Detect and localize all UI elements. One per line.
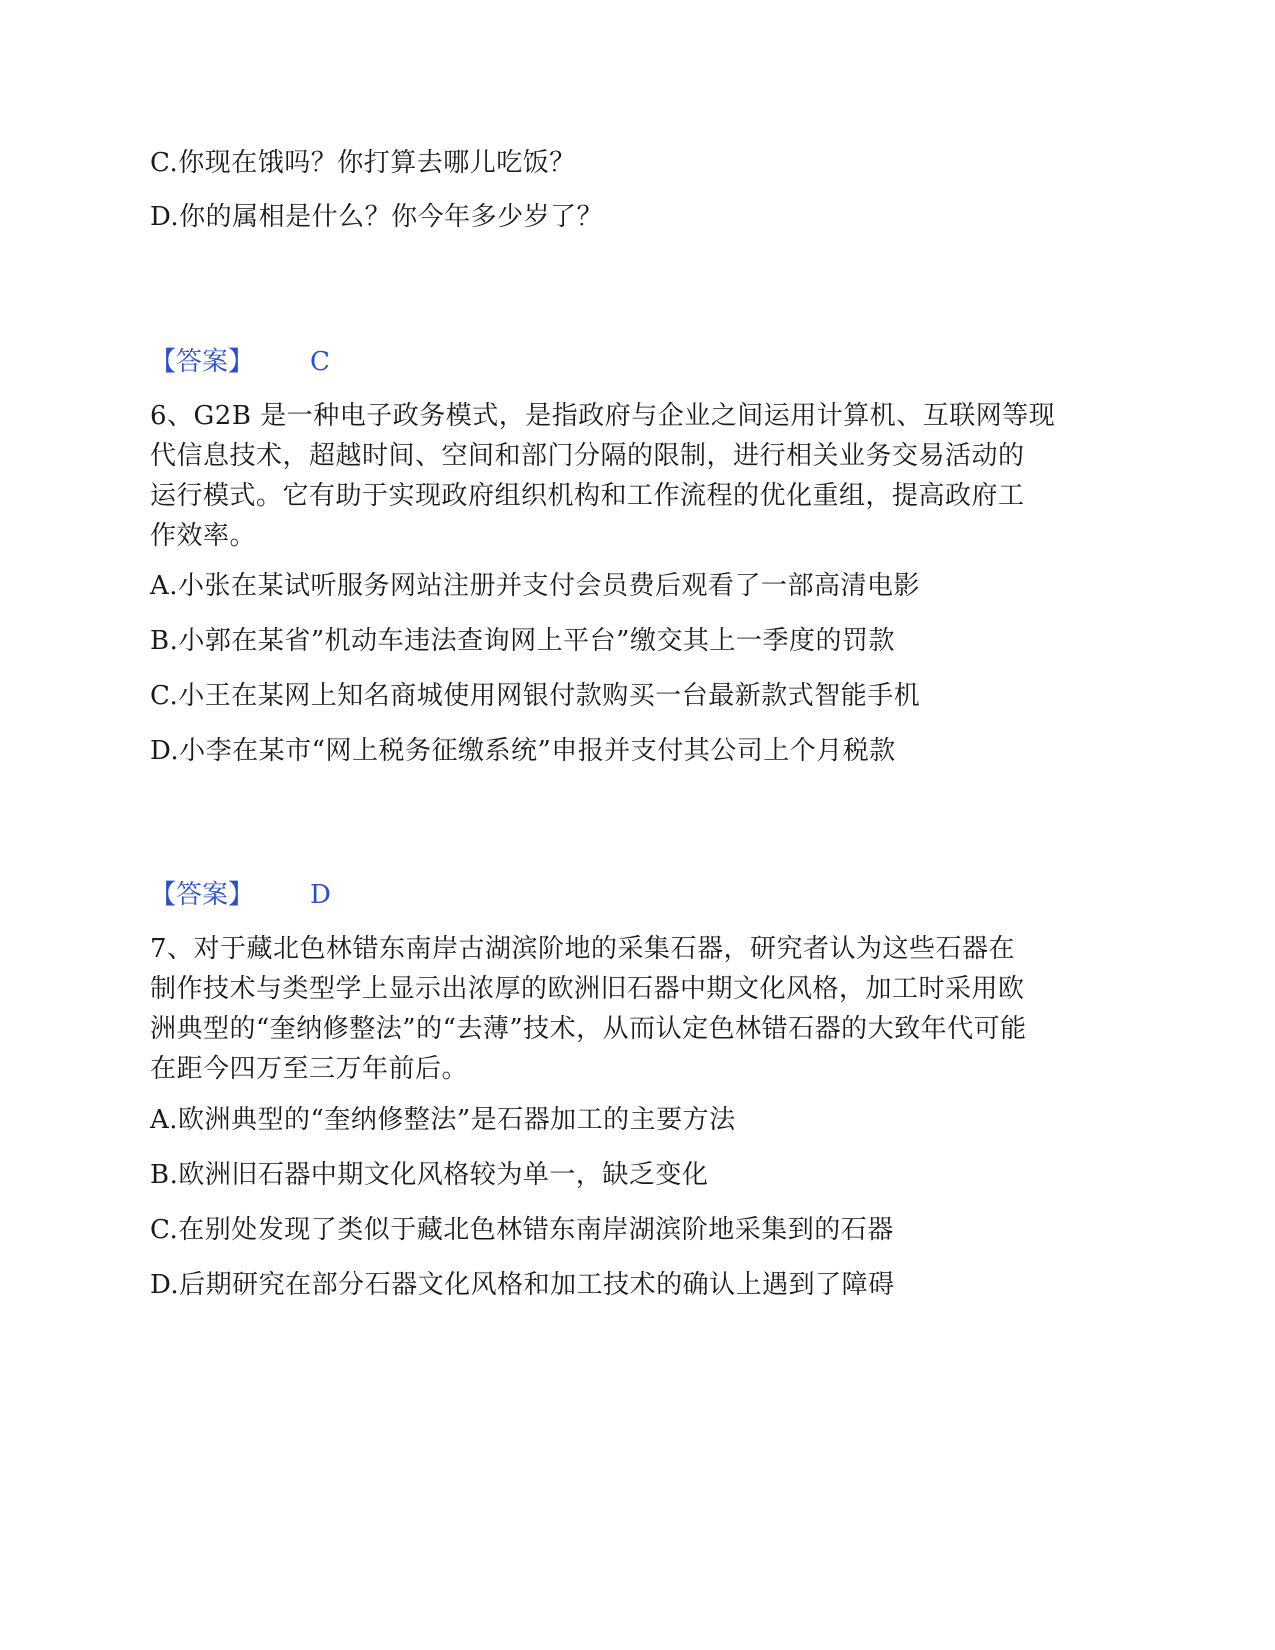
q6-stem-line: 作效率。 [150,521,257,551]
q6-stem [150,396,1110,556]
q6-option-b: B.小郭在某省”机动车违法查询网上平台”缴交其上一季度的罚款 [150,626,895,656]
q7-stem [150,929,1110,1089]
q6-answer [150,875,331,915]
q5-option-c: C.你现在饿吗？你打算去哪儿吃饭？ [150,148,576,178]
answer-value: D [310,880,331,910]
q7-option-a: A.欧洲典型的“奎纳修整法”是石器加工的主要方法 [150,1105,736,1135]
q7-stem-line: 在距今四万至三万年前后。 [150,1054,469,1084]
q7-option-c: C.在别处发现了类似于藏北色林错东南岸湖滨阶地采集到的石器 [150,1215,894,1245]
answer-label: 【答案】 [150,880,255,910]
q7-stem-line: 制作技术与类型学上显示出浓厚的欧洲旧石器中期文化风格，加工时采用欧 [150,974,1025,1004]
answer-value: C [310,347,330,377]
q6-stem-line: 代信息技术，超越时间、空间和部门分隔的限制，进行相关业务交易活动的 [150,441,1025,471]
q5-option-d: D.你的属相是什么？你今年多少岁了？ [150,202,604,232]
q7-stem-line: 7、对于藏北色林错东南岸古湖滨阶地的采集石器，研究者认为这些石器在 [150,934,1016,964]
answer-label: 【答案】 [150,347,255,377]
q5-answer [150,342,330,382]
q7-option-d: D.后期研究在部分石器文化风格和加工技术的确认上遇到了障碍 [150,1270,895,1300]
q6-option-d: D.小李在某市“网上税务征缴系统”申报并支付其公司上个月税款 [150,736,896,766]
q7-stem-line: 洲典型的“奎纳修整法”的“去薄”技术，从而认定色林错石器的大致年代可能 [150,1014,1027,1044]
q7-option-b: B.欧洲旧石器中期文化风格较为单一，缺乏变化 [150,1160,709,1190]
q6-option-c: C.小王在某网上知名商城使用网银付款购买一台最新款式智能手机 [150,681,921,711]
q6-option-a: A.小张在某试听服务网站注册并支付会员费后观看了一部高清电影 [150,571,921,601]
q6-stem-line: 运行模式。它有助于实现政府组织机构和工作流程的优化重组，提高政府工 [150,481,1025,511]
q6-stem-line: 6、G2B 是一种电子政务模式，是指政府与企业之间运用计算机、互联网等现 [150,401,1056,431]
